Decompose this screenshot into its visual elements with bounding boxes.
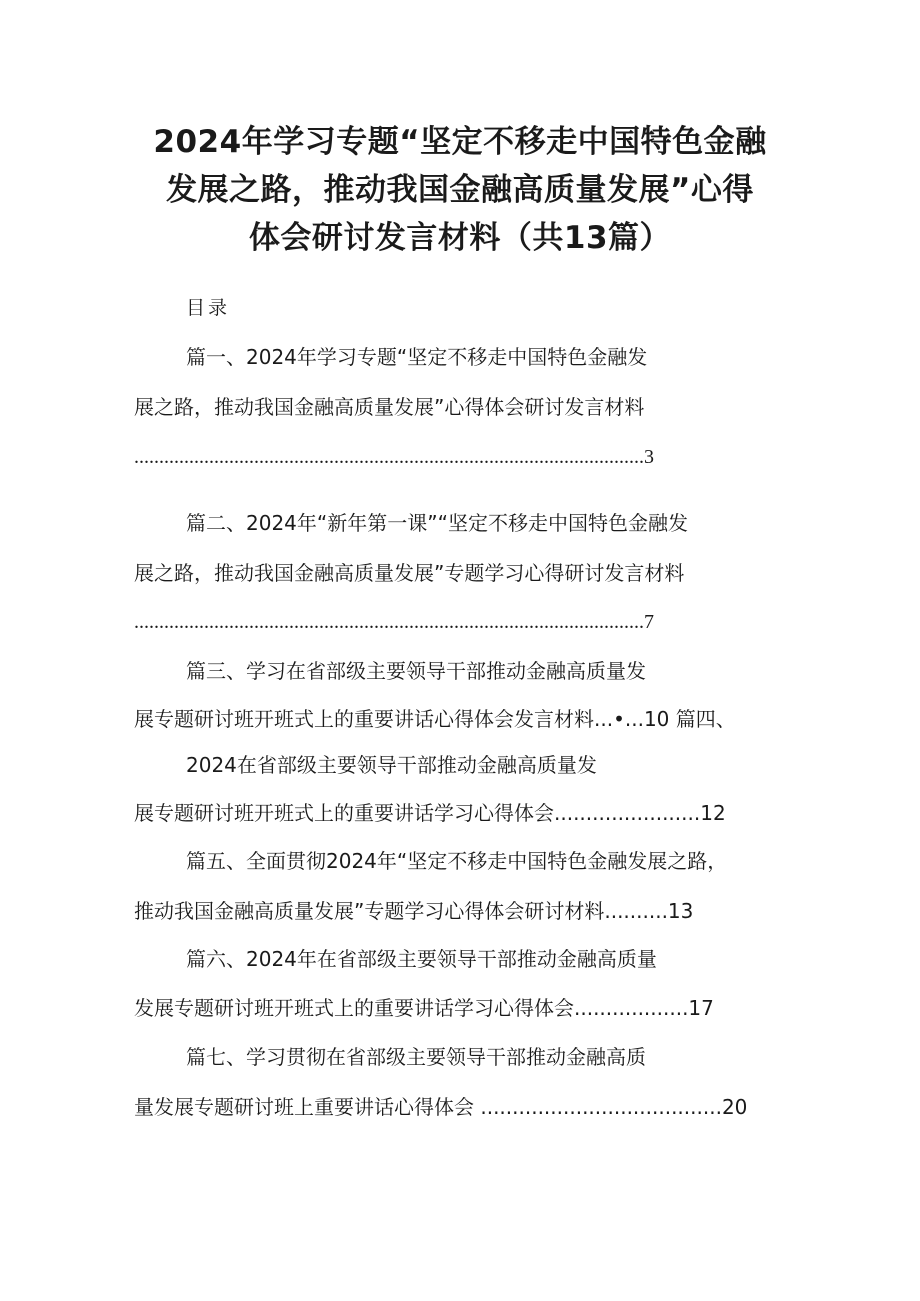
toc-line: 展专题研讨班开班式上的重要讲话学习心得体会.......................12: [134, 801, 726, 825]
title-line-3: 体会研讨发言材料（共13篇）: [248, 220, 672, 256]
toc-line: 篇六、2024年在省部级主要领导干部推动金融高质量: [186, 947, 657, 971]
toc-line: 发展专题研讨班开班式上的重要讲话学习心得体会..................17: [134, 996, 714, 1020]
title-line-2: 发展之路，推动我国金融高质量发展”心得: [166, 172, 754, 208]
toc-line: 篇一、2024年学习专题“坚定不移走中国特色金融发: [186, 345, 648, 369]
toc-line: 量发展专题研讨班上重要讲话心得体会 ......................................20: [134, 1095, 748, 1119]
toc-line: 展专题研讨班开班式上的重要讲话心得体会发言材料...•...10 篇四、: [134, 707, 736, 731]
toc-line: 篇七、学习贯彻在省部级主要领导干部推动金融高质: [186, 1045, 646, 1069]
toc-line: 篇五、全面贯彻2024年“坚定不移走中国特色金融发展之路，: [186, 849, 728, 873]
toc-line: 展之路，推动我国金融高质量发展”专题学习心得研讨发言材料: [134, 561, 685, 585]
document-title: [130, 118, 790, 262]
toc-leader-line: ......................................................................................................3: [134, 446, 654, 468]
toc-line: 篇二、2024年“新年第一课”“坚定不移走中国特色金融发: [186, 511, 688, 535]
toc-line: 推动我国金融高质量发展”专题学习心得体会研讨材料..........13: [134, 899, 694, 923]
title-line-1: 2024年学习专题“坚定不移走中国特色金融: [153, 124, 767, 160]
toc-line: 2024在省部级主要领导干部推动金融高质量发: [186, 753, 597, 777]
toc-leader-line: ......................................................................................................7: [134, 611, 654, 633]
toc-line: 篇三、学习在省部级主要领导干部推动金融高质量发: [186, 659, 646, 683]
toc-heading: 目录: [186, 297, 231, 319]
toc-line: 展之路，推动我国金融高质量发展”心得体会研讨发言材料: [134, 395, 645, 419]
